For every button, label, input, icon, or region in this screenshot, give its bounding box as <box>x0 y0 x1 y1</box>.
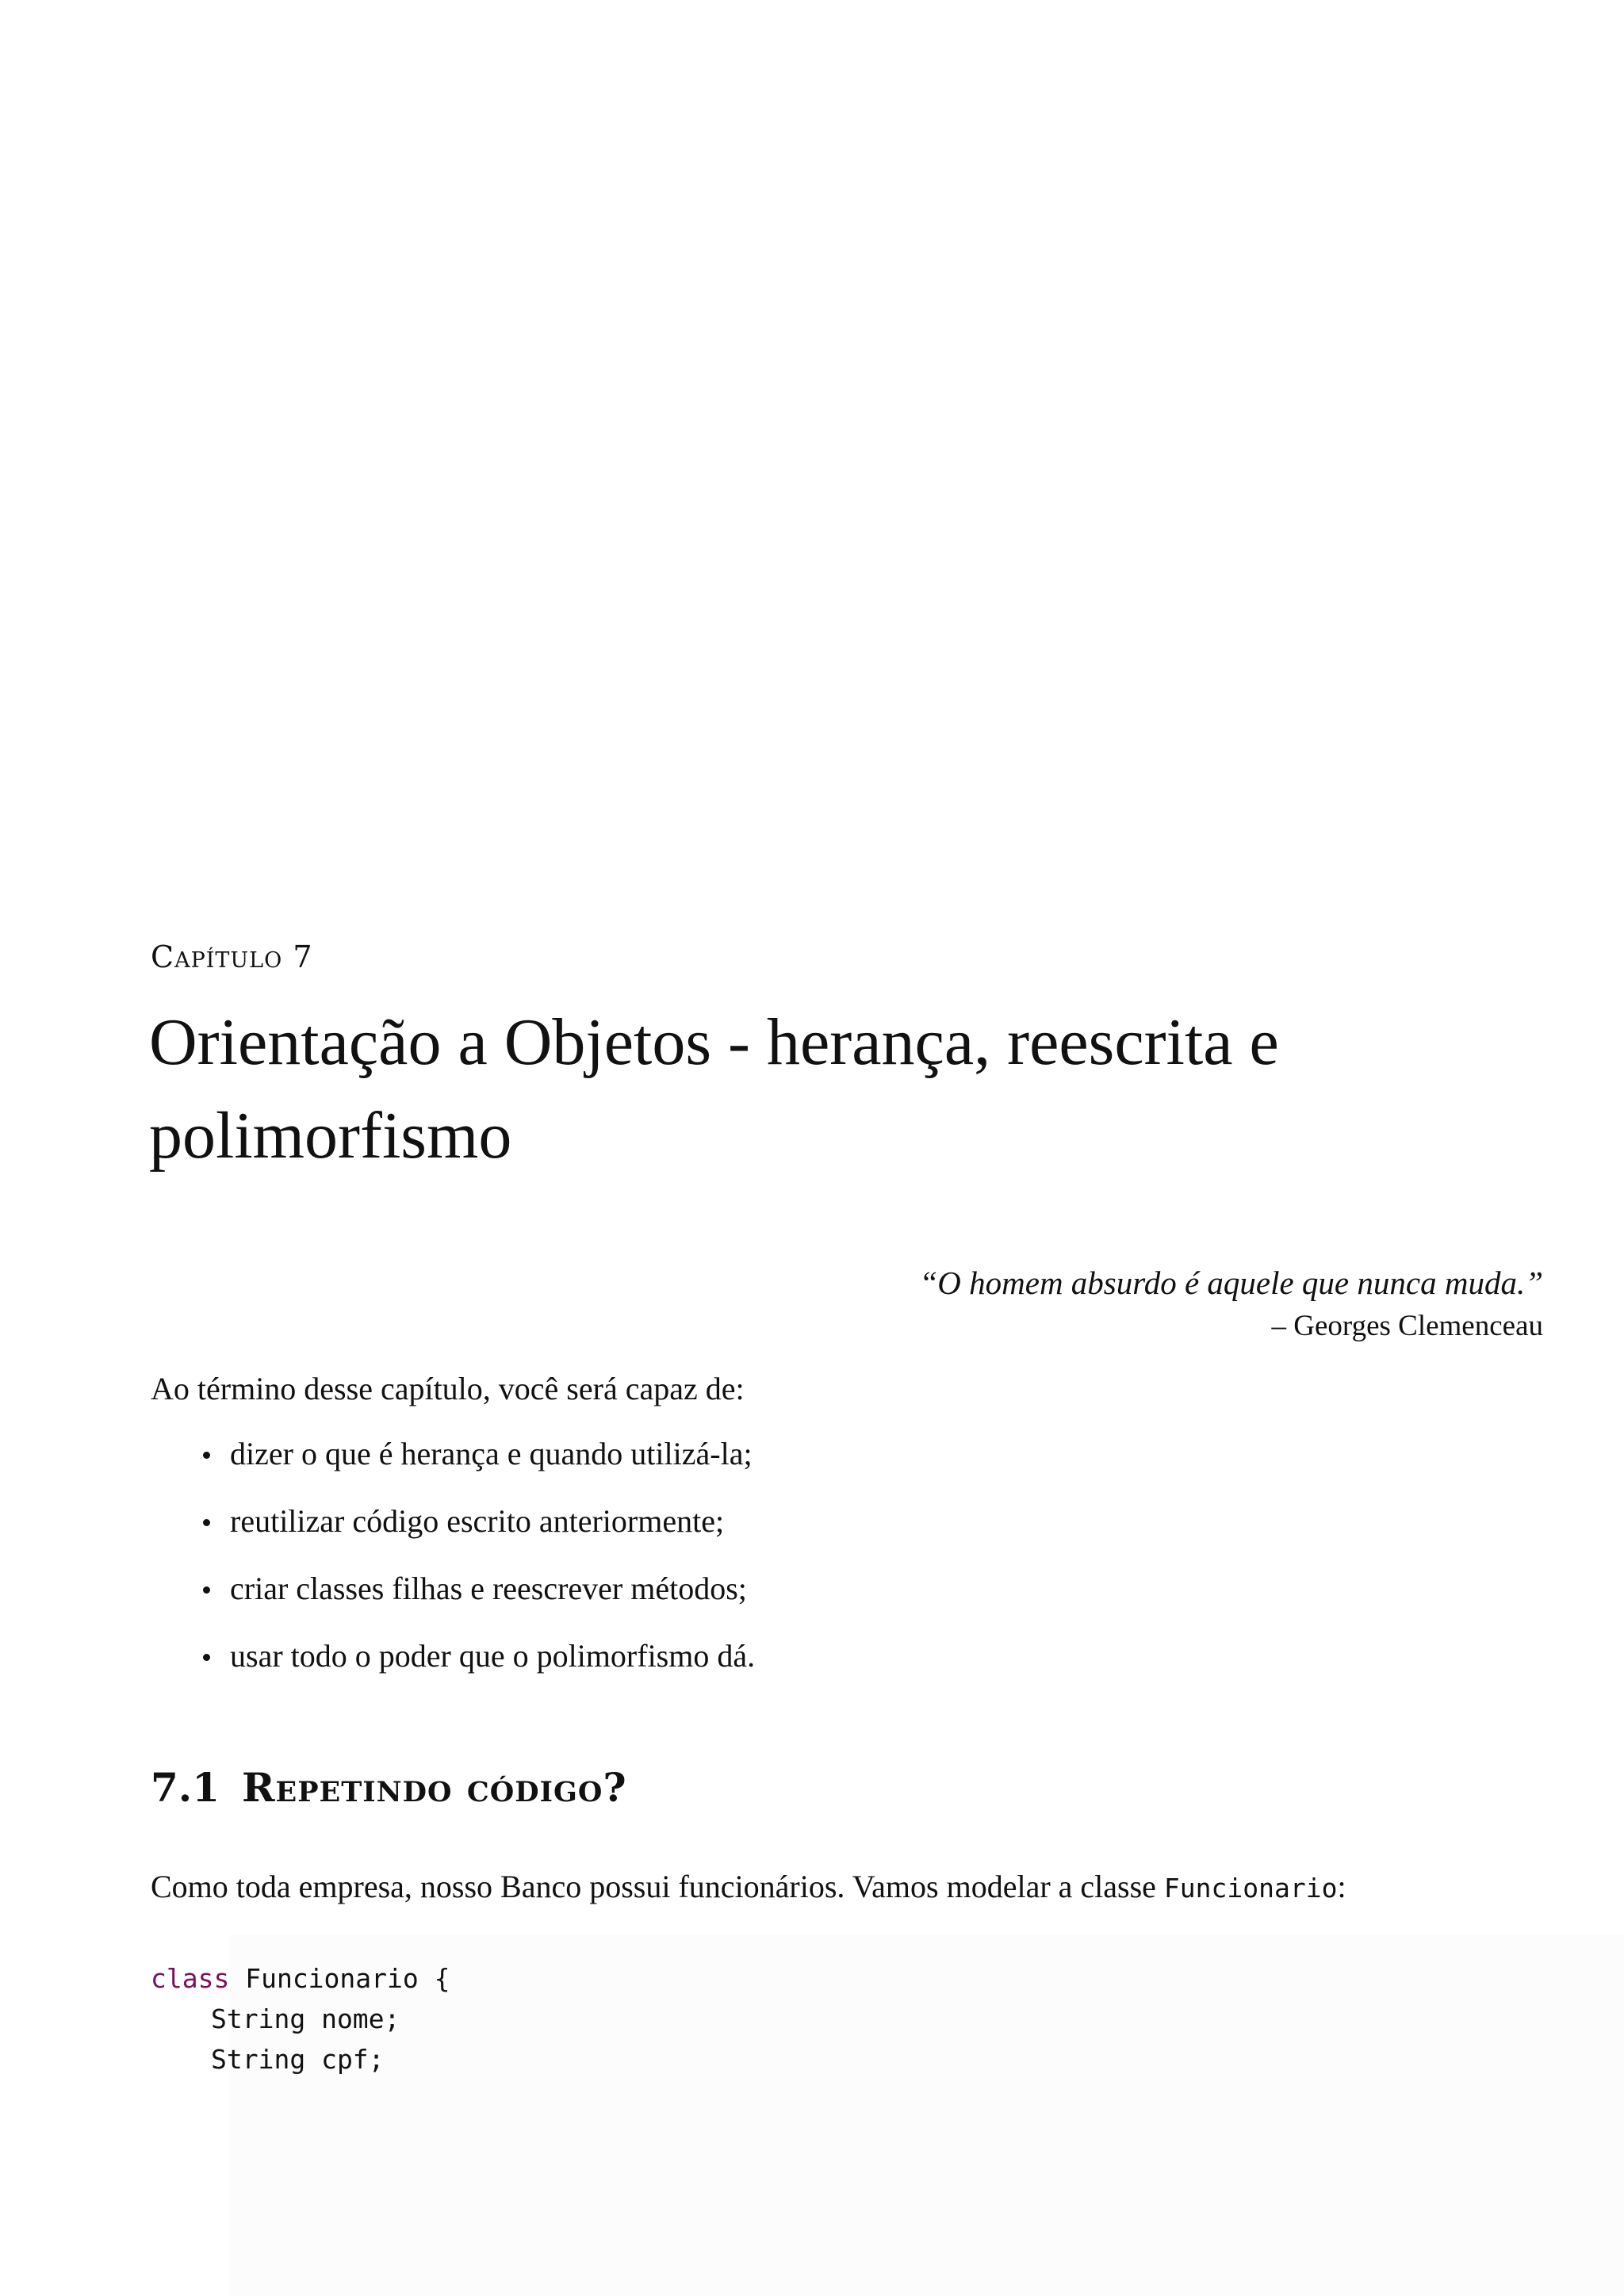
code-line: String cpf; <box>211 2044 385 2075</box>
bullet-icon <box>203 1452 210 1459</box>
objective-text: dizer o que é herança e quando utilizá-la; <box>230 1436 753 1471</box>
bullet-icon <box>203 1519 210 1526</box>
intro-text: Ao término desse capítulo, você será capaz de: <box>151 1371 745 1406</box>
section-heading <box>151 1764 627 1811</box>
code-line <box>151 1958 450 1999</box>
chapter-title: Orientação a Objetos - herança, reescrita e polimorfismo <box>149 1005 1279 1173</box>
chapter-label: Capítulo 7 <box>151 939 313 974</box>
code-block <box>151 1958 450 2080</box>
objective-item <box>0 1570 755 1637</box>
objective-item <box>0 1502 755 1570</box>
paragraph-suffix: : <box>1337 1869 1346 1904</box>
bullet-icon <box>203 1654 210 1661</box>
objectives-list <box>0 1435 755 1705</box>
paragraph-text: Como toda empresa, nosso Banco possui funcionários. Vamos modelar a classe <box>151 1869 1164 1904</box>
objective-item <box>0 1637 755 1705</box>
section-number: 7.1 <box>151 1764 220 1811</box>
objective-text: reutilizar código escrito anteriormente; <box>230 1503 725 1539</box>
epigraph-author: – Georges Clemenceau <box>1271 1310 1543 1342</box>
body-paragraph <box>151 1868 1346 1905</box>
objective-text: usar todo o poder que o polimorfismo dá. <box>230 1638 756 1674</box>
bullet-icon <box>203 1586 210 1594</box>
code-keyword: class <box>151 1963 230 1994</box>
section-title: Repetindo código? <box>242 1764 627 1811</box>
epigraph <box>919 1261 1543 1348</box>
objective-item <box>0 1435 755 1502</box>
code-class-decl: Funcionario { <box>229 1963 450 1994</box>
code-line: String nome; <box>211 2003 400 2034</box>
epigraph-quote: “O homem absurdo é aquele que nunca muda.” <box>919 1265 1543 1301</box>
objective-text: criar classes filhas e reescrever métodos; <box>230 1571 747 1606</box>
inline-code: Funcionario <box>1163 1873 1338 1904</box>
